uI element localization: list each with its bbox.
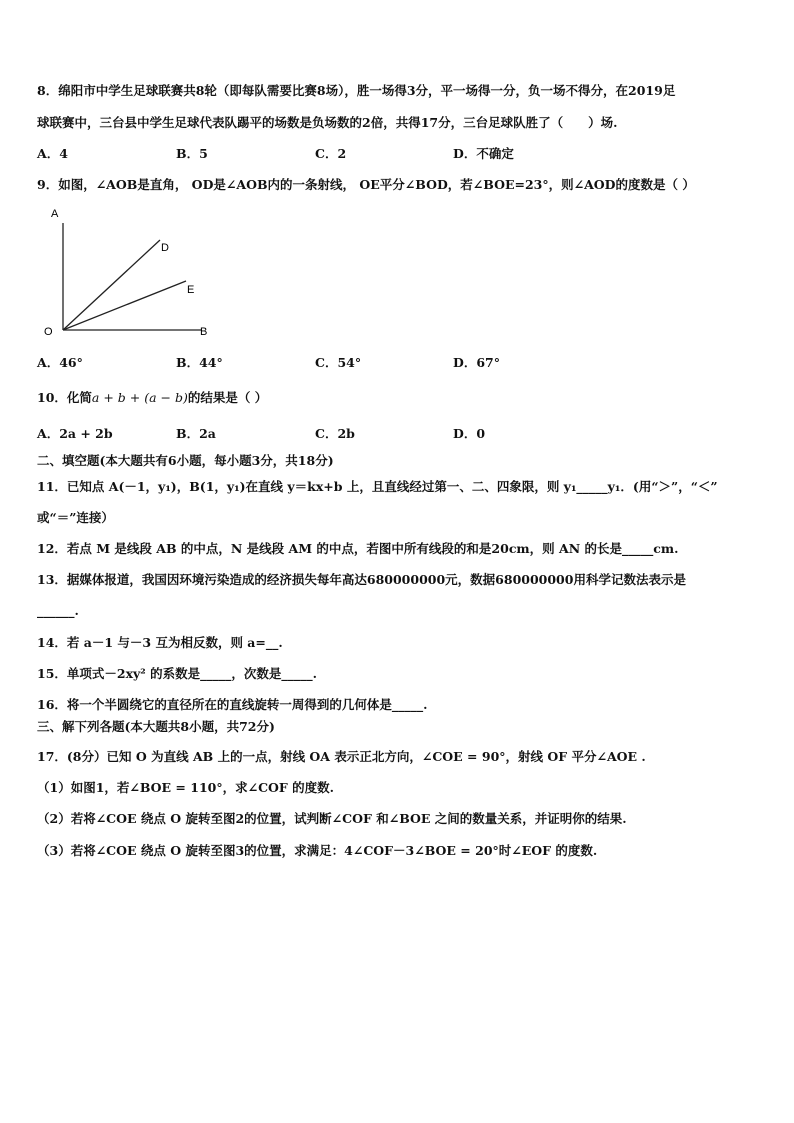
ray-od bbox=[63, 240, 160, 330]
q10-expression: a + b + (a − b) bbox=[91, 390, 188, 405]
q12-stem: 12．若点 M 是线段 AB 的中点，N 是线段 AM 的中点，若图中所有线段的和是20cm，则 AN 的长是_____cm. bbox=[37, 541, 679, 556]
section-3-heading: 三、解下列各题(本大题共8小题，共72分) bbox=[37, 719, 275, 734]
label-d: D bbox=[161, 242, 169, 254]
q8-stem-line1: 8．绵阳市中学生足球联赛共8轮（即每队需要比赛8场），胜一场得3分，平一场得一分，负一场不得分，在2019足 bbox=[37, 83, 676, 98]
label-b: B bbox=[200, 326, 208, 338]
q8-option-c: C．2 bbox=[315, 146, 347, 161]
q17-part-3: （3）若将∠COE 绕点 O 旋转至图3的位置，求满足：4∠COF－3∠BOE = 20°时∠EOF 的度数. bbox=[37, 843, 598, 858]
q13-stem-line1: 13．据媒体报道，我国因环境污染造成的经济损失每年高达680000000元，数据680000000用科学记数法表示是 bbox=[37, 572, 686, 587]
q9-stem: 9．如图，∠AOB是直角， OD是∠AOB内的一条射线， OE平分∠BOD，若∠BOE=23°，则∠AOD的度数是（ ） bbox=[37, 177, 695, 192]
q17-part-1: （1）如图1，若∠BOE = 110°，求∠COF 的度数. bbox=[37, 780, 334, 795]
section-2-heading: 二、填空题(本大题共有6小题，每小题3分，共18分) bbox=[37, 453, 334, 468]
label-a: A bbox=[51, 208, 59, 220]
q9-option-c: C．54° bbox=[315, 355, 362, 370]
q9-option-d: D．67° bbox=[453, 355, 500, 370]
q9-option-b: B．44° bbox=[176, 355, 223, 370]
q8-option-b: B．5 bbox=[176, 146, 208, 161]
q13-stem-line2: ______. bbox=[37, 603, 79, 618]
q10-option-c: C．2b bbox=[315, 426, 355, 441]
label-o: O bbox=[44, 326, 53, 338]
q10-option-a: A．2a + 2b bbox=[37, 426, 113, 441]
q17-stem: 17．(8分）已知 O 为直线 AB 上的一点，射线 OA 表示正北方向，∠COE = 90°，射线 OF 平分∠AOE . bbox=[37, 749, 646, 764]
q10-option-d: D．0 bbox=[453, 426, 486, 441]
q10-prefix: 10．化简 bbox=[37, 390, 92, 405]
label-e: E bbox=[187, 284, 195, 296]
q15-stem: 15．单项式－2xy² 的系数是_____，次数是_____. bbox=[37, 666, 317, 681]
q11-stem-line2: 或“＝”连接） bbox=[37, 510, 114, 525]
ray-oe bbox=[63, 281, 186, 330]
q17-part-2: （2）若将∠COE 绕点 O 旋转至图2的位置，试判断∠COF 和∠BOE 之间的数量关系，并证明你的结果. bbox=[37, 811, 627, 826]
q16-stem: 16．将一个半圆绕它的直径所在的直线旋转一周得到的几何体是_____. bbox=[37, 697, 428, 712]
q9-option-a: A．46° bbox=[37, 355, 83, 370]
q10-suffix: 的结果是（ ） bbox=[187, 390, 268, 405]
q10-option-b: B．2a bbox=[176, 426, 216, 441]
q9-angle-figure bbox=[40, 205, 220, 340]
q14-stem: 14．若 a－1 与－3 互为相反数，则 a=__. bbox=[37, 635, 283, 650]
q8-option-a: A．4 bbox=[37, 146, 68, 161]
q11-stem-line1: 11．已知点 A(－1，y₁)，B(1，y₁)在直线 y＝kx+b 上，且直线经过第一、二、四象限，则 y₁_____y₁．(用“＞”，“＜” bbox=[37, 479, 718, 494]
q8-option-d: D．不确定 bbox=[453, 146, 514, 161]
q8-stem-line2: 球联赛中，三台县中学生足球代表队踢平的场数是负场数的2倍，共得17分，三台足球队胜了（ ）场. bbox=[37, 115, 618, 130]
q10-stem bbox=[37, 390, 267, 406]
